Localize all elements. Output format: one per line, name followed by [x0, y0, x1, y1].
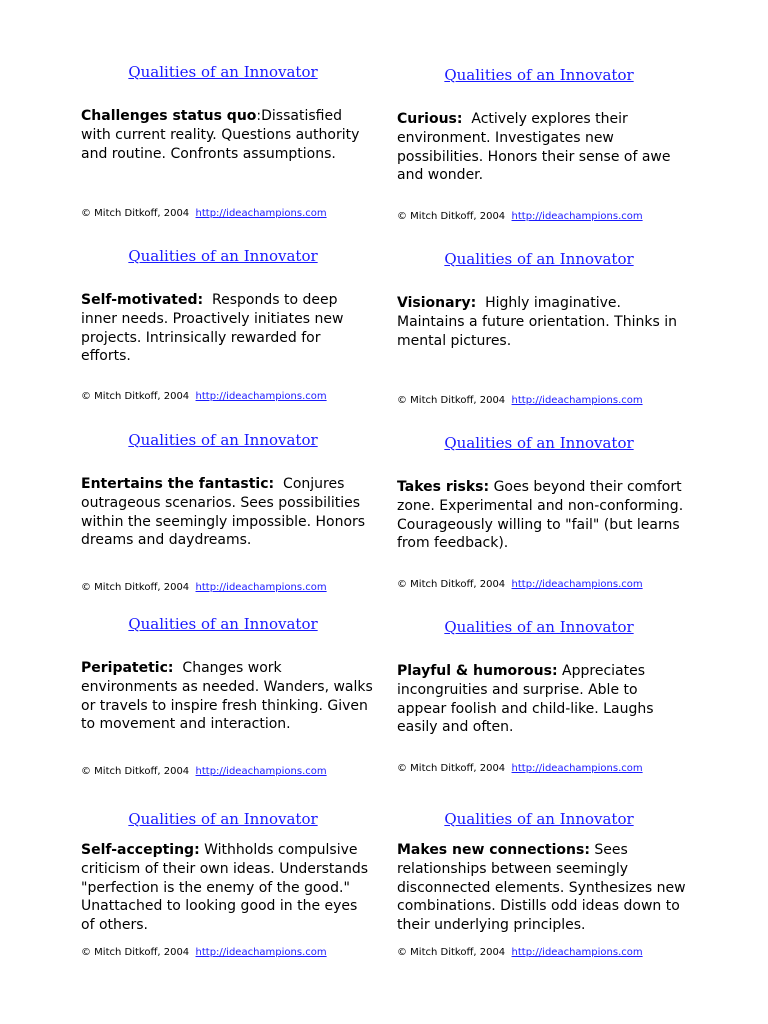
website-link[interactable]: http://ideachampions.com: [511, 947, 643, 958]
quality-term: Peripatetic:: [81, 660, 174, 676]
term-separator: [476, 295, 485, 311]
copyright-credit: © Mitch Ditkoff, 2004: [397, 395, 506, 406]
quality-description: Dissatisfied with current reality. Questions authority and routine. Confronts assumptions.: [81, 108, 360, 162]
card-footer: [81, 582, 327, 594]
copyright-credit: © Mitch Ditkoff, 2004: [81, 391, 190, 402]
quality-term: Takes risks:: [397, 479, 490, 495]
card-body: [81, 107, 373, 163]
card-footer: [81, 947, 327, 959]
quality-term: Visionary:: [397, 295, 477, 311]
copyright-credit: © Mitch Ditkoff, 2004: [81, 947, 190, 958]
quality-term: Entertains the fantastic:: [81, 476, 275, 492]
website-link[interactable]: http://ideachampions.com: [195, 947, 327, 958]
card-body: [397, 841, 689, 935]
term-separator: [203, 292, 212, 308]
quality-description: Changes work environments as needed. Wanders, walks or travels to inspire fresh thinking. Given to movement and interaction.: [81, 660, 373, 733]
quality-description: Appreciates incongruities and surprise. Able to appear foolish and child-like. Laughs easily and often.: [397, 663, 654, 736]
card-footer: [81, 208, 327, 220]
card-title-link[interactable]: Qualities of an Innovator: [444, 66, 634, 84]
website-link[interactable]: http://ideachampions.com: [511, 579, 643, 590]
card-title-link[interactable]: Qualities of an Innovator: [444, 434, 634, 452]
card-title-link[interactable]: Qualities of an Innovator: [128, 615, 318, 633]
quality-description: Goes beyond their comfort zone. Experimental and non-conforming. Courageously willing to "fail" (but learns from feedback).: [397, 479, 684, 552]
website-link[interactable]: http://ideachampions.com: [195, 208, 327, 219]
card-footer: [397, 947, 643, 959]
card-title-link[interactable]: Qualities of an Innovator: [128, 247, 318, 265]
card-title-link[interactable]: Qualities of an Innovator: [128, 810, 318, 828]
quality-description: Sees relationships between seemingly disconnected elements. Synthesizes new combinations. Distills odd ideas down to their underlying principles.: [397, 842, 686, 934]
copyright-credit: © Mitch Ditkoff, 2004: [397, 211, 506, 222]
quality-description: Responds to deep inner needs. Proactively initiates new projects. Intrinsically rewarded for efforts.: [81, 292, 344, 365]
card-title-link[interactable]: Qualities of an Innovator: [444, 810, 634, 828]
card-title-link[interactable]: Qualities of an Innovator: [128, 63, 318, 81]
card-footer: [397, 211, 643, 223]
quality-term: Makes new connections:: [397, 842, 590, 858]
card-title-link[interactable]: Qualities of an Innovator: [444, 618, 634, 636]
quality-term: Challenges status quo: [81, 108, 257, 124]
card-title-link[interactable]: Qualities of an Innovator: [444, 250, 634, 268]
copyright-credit: © Mitch Ditkoff, 2004: [81, 766, 190, 777]
quality-description: Actively explores their environment. Investigates new possibilities. Honors their sense of awe and wonder.: [397, 111, 671, 184]
quality-description: Highly imaginative. Maintains a future orientation. Thinks in mental pictures.: [397, 295, 677, 349]
website-link[interactable]: http://ideachampions.com: [511, 211, 643, 222]
card-footer: [81, 391, 327, 403]
quality-term: Self-accepting:: [81, 842, 200, 858]
card-body: [81, 291, 373, 366]
card-body: [81, 841, 373, 935]
copyright-credit: © Mitch Ditkoff, 2004: [397, 947, 506, 958]
website-link[interactable]: http://ideachampions.com: [511, 763, 643, 774]
term-separator: :: [256, 108, 262, 124]
website-link[interactable]: http://ideachampions.com: [195, 766, 327, 777]
card-title-link[interactable]: Qualities of an Innovator: [128, 431, 318, 449]
copyright-credit: © Mitch Ditkoff, 2004: [397, 579, 506, 590]
quality-description: Conjures outrageous scenarios. Sees possibilities within the seemingly impossible. Honors dreams and daydreams.: [81, 476, 366, 549]
copyright-credit: © Mitch Ditkoff, 2004: [397, 763, 506, 774]
card-body: [81, 659, 373, 734]
card-body: [397, 294, 689, 350]
quality-term: Self-motivated:: [81, 292, 204, 308]
website-link[interactable]: http://ideachampions.com: [511, 395, 643, 406]
card-footer: [81, 766, 327, 778]
quality-description: Withholds compulsive criticism of their own ideas. Understands "perfection is the enemy of the good." Unattached to looking good in the eyes of others.: [81, 842, 368, 934]
quality-term: Curious:: [397, 111, 463, 127]
card-footer: [397, 395, 643, 407]
card-body: [397, 662, 689, 737]
card-footer: [397, 763, 643, 775]
website-link[interactable]: http://ideachampions.com: [195, 391, 327, 402]
card-body: [81, 475, 373, 550]
card-body: [397, 478, 689, 553]
quality-term: Playful & humorous:: [397, 663, 558, 679]
term-separator: [274, 476, 283, 492]
copyright-credit: © Mitch Ditkoff, 2004: [81, 582, 190, 593]
card-body: [397, 110, 689, 185]
website-link[interactable]: http://ideachampions.com: [195, 582, 327, 593]
copyright-credit: © Mitch Ditkoff, 2004: [81, 208, 190, 219]
card-footer: [397, 579, 643, 591]
